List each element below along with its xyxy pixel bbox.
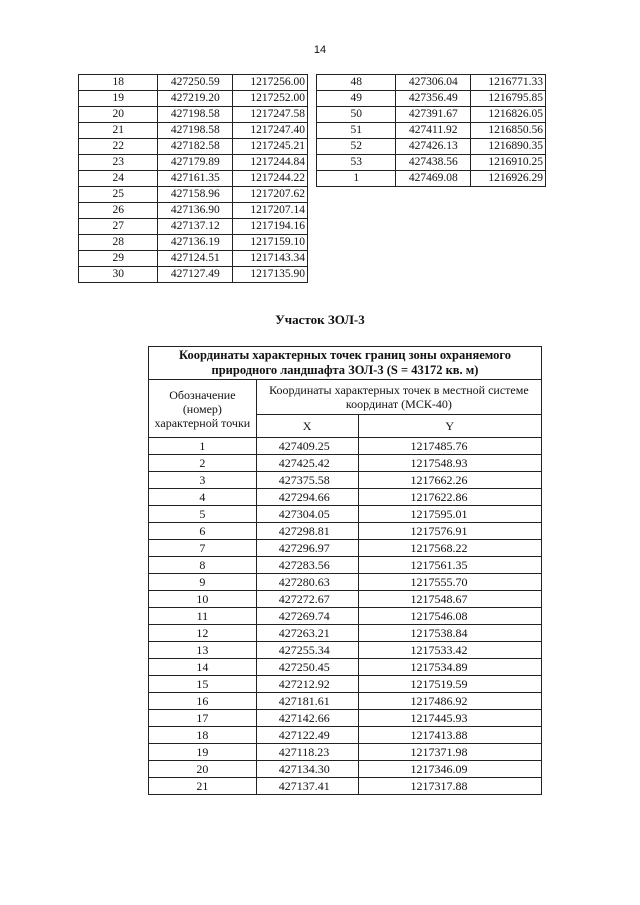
point-number-cell: 5 xyxy=(149,506,257,523)
point-number-cell: 27 xyxy=(79,219,158,235)
x-coordinate-cell: 427212.92 xyxy=(256,676,358,693)
point-number-cell: 21 xyxy=(79,123,158,139)
x-coordinate-cell: 427306.04 xyxy=(396,75,471,91)
section-title: Участок ЗОЛ-3 xyxy=(275,312,365,327)
point-number-cell: 53 xyxy=(317,155,396,171)
x-coordinate-cell: 427124.51 xyxy=(158,251,233,267)
x-coordinate-cell: 427280.63 xyxy=(256,574,358,591)
point-number-cell: 23 xyxy=(79,155,158,171)
point-number-cell: 11 xyxy=(149,608,257,625)
table-row xyxy=(79,123,308,139)
x-coordinate-cell: 427469.08 xyxy=(396,171,471,187)
x-coordinate-cell: 427269.74 xyxy=(256,608,358,625)
y-coordinate-cell: 1216826.05 xyxy=(471,107,546,123)
point-number-cell: 4 xyxy=(149,489,257,506)
table-row xyxy=(149,744,542,761)
y-coordinate-cell: 1216910.25 xyxy=(471,155,546,171)
x-coordinate-cell: 427136.19 xyxy=(158,235,233,251)
point-number-cell: 50 xyxy=(317,107,396,123)
y-coordinate-cell: 1217244.84 xyxy=(233,155,308,171)
y-header: Y xyxy=(358,415,541,438)
table-row xyxy=(149,472,542,489)
table-row xyxy=(149,438,542,455)
x-coordinate-cell: 427304.05 xyxy=(256,506,358,523)
y-coordinate-cell: 1217413.88 xyxy=(358,727,541,744)
table-row xyxy=(149,557,542,574)
point-number-cell: 2 xyxy=(149,455,257,472)
x-coordinate-cell: 427137.41 xyxy=(256,778,358,795)
y-coordinate-cell: 1216795.85 xyxy=(471,91,546,107)
table-row xyxy=(79,171,308,187)
x-coordinate-cell: 427426.13 xyxy=(396,139,471,155)
y-coordinate-cell: 1217207.62 xyxy=(233,187,308,203)
y-coordinate-cell: 1217371.98 xyxy=(358,744,541,761)
table-row xyxy=(149,727,542,744)
table-row xyxy=(317,171,546,187)
table-row xyxy=(79,187,308,203)
y-coordinate-cell: 1217252.00 xyxy=(233,91,308,107)
x-coordinate-cell: 427391.67 xyxy=(396,107,471,123)
table-row xyxy=(79,235,308,251)
x-coordinate-cell: 427283.56 xyxy=(256,557,358,574)
y-coordinate-cell: 1217207.14 xyxy=(233,203,308,219)
y-coordinate-cell: 1216771.33 xyxy=(471,75,546,91)
point-number-cell: 19 xyxy=(79,91,158,107)
point-number-cell: 20 xyxy=(149,761,257,778)
x-coordinate-cell: 427161.35 xyxy=(158,171,233,187)
y-coordinate-cell: 1217595.01 xyxy=(358,506,541,523)
x-coordinate-cell: 427122.49 xyxy=(256,727,358,744)
table-row xyxy=(79,251,308,267)
coordinates-header: Координаты характерных точек в местной системе координат (МСК-40) xyxy=(256,380,541,415)
table-row xyxy=(317,139,546,155)
y-coordinate-cell: 1217546.08 xyxy=(358,608,541,625)
y-coordinate-cell: 1216926.29 xyxy=(471,171,546,187)
point-number-cell: 13 xyxy=(149,642,257,659)
y-coordinate-cell: 1217135.90 xyxy=(233,267,308,283)
x-coordinate-cell: 427272.67 xyxy=(256,591,358,608)
x-coordinate-cell: 427127.49 xyxy=(158,267,233,283)
y-coordinate-cell: 1216890.35 xyxy=(471,139,546,155)
page-number: 14 xyxy=(313,44,327,56)
x-coordinate-cell: 427375.58 xyxy=(256,472,358,489)
point-number-cell: 21 xyxy=(149,778,257,795)
y-coordinate-cell: 1217533.42 xyxy=(358,642,541,659)
x-coordinate-cell: 427118.23 xyxy=(256,744,358,761)
table-row xyxy=(149,693,542,710)
x-coordinate-cell: 427356.49 xyxy=(396,91,471,107)
zol3-coordinates-table xyxy=(148,346,542,795)
coordinates-table-continued-left xyxy=(78,74,308,283)
table-row xyxy=(317,123,546,139)
x-coordinate-cell: 427250.45 xyxy=(256,659,358,676)
table-caption-row xyxy=(149,347,542,380)
y-coordinate-cell: 1217445.93 xyxy=(358,710,541,727)
point-number-cell: 20 xyxy=(79,107,158,123)
point-number-cell: 48 xyxy=(317,75,396,91)
table-row xyxy=(317,75,546,91)
y-coordinate-cell: 1217662.26 xyxy=(358,472,541,489)
coordinates-table-continued-right xyxy=(316,74,546,187)
point-number-cell: 18 xyxy=(79,75,158,91)
x-coordinate-cell: 427136.90 xyxy=(158,203,233,219)
x-coordinate-cell: 427179.89 xyxy=(158,155,233,171)
table-header-row xyxy=(149,380,542,415)
x-coordinate-cell: 427134.30 xyxy=(256,761,358,778)
y-coordinate-cell: 1217486.92 xyxy=(358,693,541,710)
x-coordinate-cell: 427409.25 xyxy=(256,438,358,455)
table-row xyxy=(149,540,542,557)
point-number-cell: 1 xyxy=(149,438,257,455)
table-row xyxy=(149,659,542,676)
y-coordinate-cell: 1217534.89 xyxy=(358,659,541,676)
table-row xyxy=(79,155,308,171)
table-row xyxy=(149,455,542,472)
table-row xyxy=(79,107,308,123)
table-row xyxy=(79,139,308,155)
x-coordinate-cell: 427255.34 xyxy=(256,642,358,659)
point-number-cell: 1 xyxy=(317,171,396,187)
table-caption-line2: природного ландшафта ЗОЛ-3 (S = 43172 кв. м) xyxy=(211,363,479,377)
y-coordinate-cell: 1217519.59 xyxy=(358,676,541,693)
point-number-cell: 52 xyxy=(317,139,396,155)
x-coordinate-cell: 427438.56 xyxy=(396,155,471,171)
y-coordinate-cell: 1217143.34 xyxy=(233,251,308,267)
table-row xyxy=(317,155,546,171)
table-caption xyxy=(149,347,542,380)
y-coordinate-cell: 1217576.91 xyxy=(358,523,541,540)
y-coordinate-cell: 1217538.84 xyxy=(358,625,541,642)
table-row xyxy=(149,523,542,540)
point-number-cell: 30 xyxy=(79,267,158,283)
y-coordinate-cell: 1217548.67 xyxy=(358,591,541,608)
point-number-cell: 6 xyxy=(149,523,257,540)
y-coordinate-cell: 1217568.22 xyxy=(358,540,541,557)
point-number-cell: 7 xyxy=(149,540,257,557)
x-coordinate-cell: 427298.81 xyxy=(256,523,358,540)
point-number-cell: 26 xyxy=(79,203,158,219)
y-coordinate-cell: 1217194.16 xyxy=(233,219,308,235)
x-coordinate-cell: 427294.66 xyxy=(256,489,358,506)
point-number-cell: 24 xyxy=(79,171,158,187)
point-number-cell: 22 xyxy=(79,139,158,155)
table-row xyxy=(149,778,542,795)
x-coordinate-cell: 427263.21 xyxy=(256,625,358,642)
table-row xyxy=(149,625,542,642)
x-header: X xyxy=(256,415,358,438)
y-coordinate-cell: 1217245.21 xyxy=(233,139,308,155)
y-coordinate-cell: 1217247.58 xyxy=(233,107,308,123)
y-coordinate-cell: 1217485.76 xyxy=(358,438,541,455)
y-coordinate-cell: 1217247.40 xyxy=(233,123,308,139)
table-row xyxy=(149,608,542,625)
point-number-cell: 25 xyxy=(79,187,158,203)
table-row xyxy=(149,489,542,506)
y-coordinate-cell: 1217244.22 xyxy=(233,171,308,187)
y-coordinate-cell: 1217346.09 xyxy=(358,761,541,778)
table-row xyxy=(79,203,308,219)
point-number-cell: 49 xyxy=(317,91,396,107)
table-caption-line1: Координаты характерных точек границ зоны охраняемого xyxy=(179,348,511,362)
y-coordinate-cell: 1217622.86 xyxy=(358,489,541,506)
point-number-cell: 12 xyxy=(149,625,257,642)
x-coordinate-cell: 427219.20 xyxy=(158,91,233,107)
table-row xyxy=(149,761,542,778)
y-coordinate-cell: 1217561.35 xyxy=(358,557,541,574)
point-number-header: Обозначение (номер) характерной точки xyxy=(149,380,257,438)
table-row xyxy=(79,75,308,91)
x-coordinate-cell: 427158.96 xyxy=(158,187,233,203)
point-number-cell: 15 xyxy=(149,676,257,693)
y-coordinate-cell: 1217548.93 xyxy=(358,455,541,472)
y-coordinate-cell: 1217256.00 xyxy=(233,75,308,91)
table-row xyxy=(149,642,542,659)
table-row xyxy=(149,676,542,693)
x-coordinate-cell: 427181.61 xyxy=(256,693,358,710)
point-number-cell: 16 xyxy=(149,693,257,710)
table-row xyxy=(149,710,542,727)
table-row xyxy=(149,591,542,608)
x-coordinate-cell: 427137.12 xyxy=(158,219,233,235)
point-number-cell: 3 xyxy=(149,472,257,489)
x-coordinate-cell: 427250.59 xyxy=(158,75,233,91)
point-number-cell: 19 xyxy=(149,744,257,761)
x-coordinate-cell: 427198.58 xyxy=(158,107,233,123)
point-number-cell: 10 xyxy=(149,591,257,608)
point-number-cell: 8 xyxy=(149,557,257,574)
y-coordinate-cell: 1217555.70 xyxy=(358,574,541,591)
point-number-cell: 29 xyxy=(79,251,158,267)
x-coordinate-cell: 427198.58 xyxy=(158,123,233,139)
x-coordinate-cell: 427296.97 xyxy=(256,540,358,557)
table-row xyxy=(79,91,308,107)
table-row xyxy=(79,267,308,283)
point-number-cell: 28 xyxy=(79,235,158,251)
table-row xyxy=(317,91,546,107)
x-coordinate-cell: 427425.42 xyxy=(256,455,358,472)
x-coordinate-cell: 427411.92 xyxy=(396,123,471,139)
point-number-cell: 9 xyxy=(149,574,257,591)
x-coordinate-cell: 427182.58 xyxy=(158,139,233,155)
x-coordinate-cell: 427142.66 xyxy=(256,710,358,727)
point-number-cell: 17 xyxy=(149,710,257,727)
point-number-cell: 51 xyxy=(317,123,396,139)
table-row xyxy=(79,219,308,235)
table-row xyxy=(149,574,542,591)
table-row xyxy=(317,107,546,123)
y-coordinate-cell: 1216850.56 xyxy=(471,123,546,139)
table-row xyxy=(149,506,542,523)
y-coordinate-cell: 1217159.10 xyxy=(233,235,308,251)
point-number-cell: 14 xyxy=(149,659,257,676)
point-number-cell: 18 xyxy=(149,727,257,744)
y-coordinate-cell: 1217317.88 xyxy=(358,778,541,795)
